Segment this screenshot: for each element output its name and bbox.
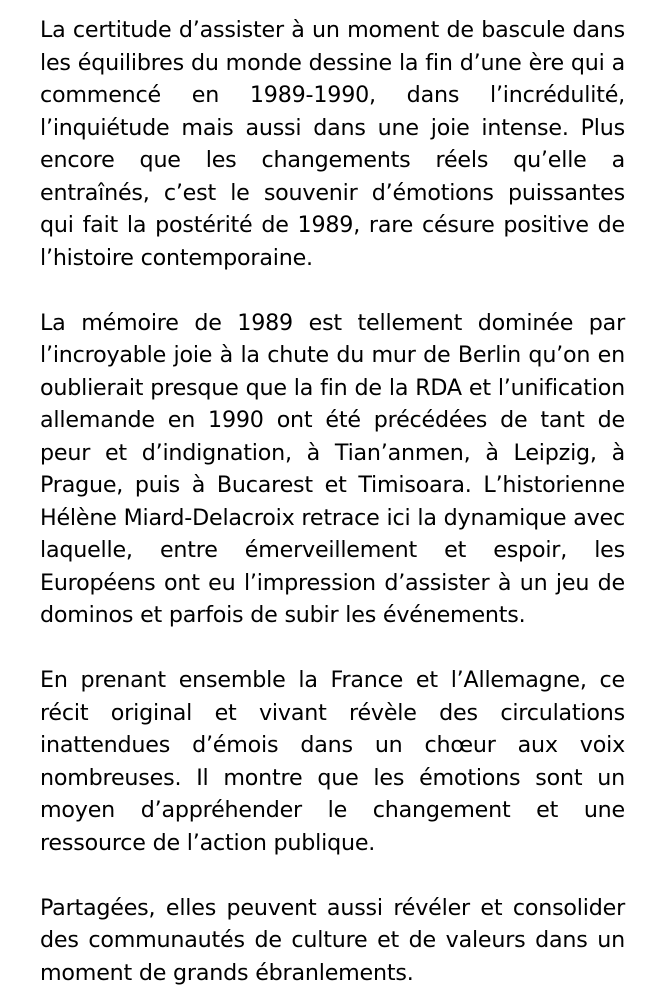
paragraph-1: La certitude d’assister à un moment de bascule dans les équilibres du monde dessine la fin d’une ère qui a commencé en 1989-1990, dans l’incrédulité, l’inquiétude mais aussi dans une joie intense. Plus encore que les changements réels qu’elle a entraînés, c’est le souvenir d’émotions puissantes qui fait la postérité de 1989, rare césure positive de l’histoire contemporaine. — [40, 17, 625, 271]
paragraph-2: La mémoire de 1989 est tellement dominée par l’incroyable joie à la chute du mur de Berlin qu’on en oublierait presque que la fin de la RDA et l’unification allemande en 1990 ont été précédées de tant de peur et d’indignation, à Tian’anmen, à Leipzig, à Prague, puis à Bucarest et Timisoara. L’historienne Hélène Miard-Delacroix retrace ici la dynamique avec laquelle, entre émerveillement et espoir, les Européens ont eu l’impression d’assister à un jeu de dominos et parfois de subir les événements. — [40, 309, 625, 628]
document-page — [40, 14, 625, 989]
paragraph-4: Partagées, elles peuvent aussi révéler et consolider des communautés de culture et de valeurs dans un moment de grands ébranlements. — [40, 894, 625, 986]
paragraph-3: En prenant ensemble la France et l’Allemagne, ce récit original et vivant révèle des circulations inattendues d’émois dans un chœur aux voix nombreuses. Il montre que les émotions sont un moyen d’appréhender le changement et une ressource de l’action publique. — [40, 667, 625, 856]
